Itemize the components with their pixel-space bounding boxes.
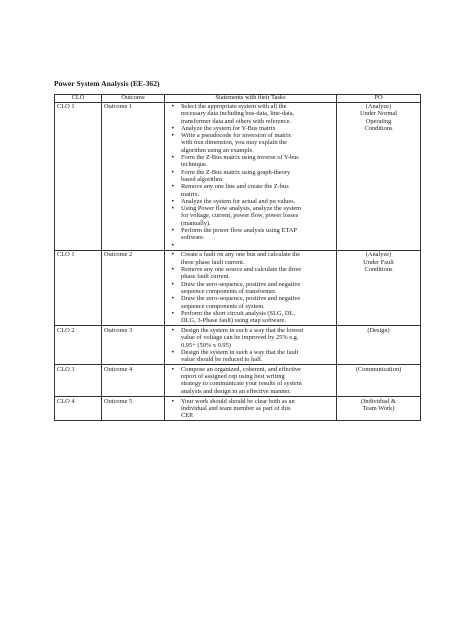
task-list <box>167 366 334 395</box>
task-line: • Draw the zero-sequence, positive and negative <box>181 280 301 288</box>
header-tasks: Statements with their Tasks <box>165 95 337 103</box>
task-line: sequence components of system. <box>181 302 265 310</box>
po-line: (Individual & <box>361 397 396 405</box>
po-cell <box>337 326 421 365</box>
po-cell <box>337 365 421 397</box>
task-line: three phase fault current. <box>181 258 245 266</box>
task-list <box>167 251 334 324</box>
clo-cell: CLO 3 <box>55 365 102 397</box>
task-item <box>167 242 334 249</box>
task-line: with nxn dimension, you may explain the <box>181 139 287 147</box>
tasks-cell <box>165 250 337 325</box>
document-title: Power System Analysis (EE-362) <box>54 79 160 88</box>
po-line: (Analyze) <box>365 103 392 110</box>
task-line: • Analyze the system for Y-Bus matrix <box>181 124 276 132</box>
clo-cell: CLO 1 <box>55 250 102 325</box>
po-line: Conditions <box>364 124 393 132</box>
task-item <box>167 103 334 125</box>
task-list <box>167 103 334 249</box>
task-line: • Perform the power flow analysis using ETAP <box>181 227 297 235</box>
po-line: (Analyze) <box>365 251 392 259</box>
task-item <box>167 198 334 205</box>
task-item <box>167 183 334 198</box>
task-item <box>167 398 334 420</box>
task-line: • Write a pseudocode for inversion of matrix <box>181 132 292 140</box>
task-item <box>167 227 334 242</box>
task-line: • Analyze the system for actual and pu values. <box>181 197 296 205</box>
tasks-cell <box>165 397 337 421</box>
outcome-cell: Outcome 1 <box>102 102 165 250</box>
task-item <box>167 295 334 310</box>
task-line: • Select the appropriate system with all the <box>181 103 287 110</box>
po-cell <box>337 397 421 421</box>
task-item <box>167 132 334 154</box>
task-line: for voltage, current, power flow, power losses <box>181 212 299 220</box>
po-line: (Communication) <box>355 365 402 373</box>
task-line: report of assigned cep using best writing <box>181 373 285 381</box>
task-item <box>167 154 334 169</box>
task-line: • Remove any one line and create the Z-bus <box>181 183 289 191</box>
task-line: based algorithm. <box>181 175 224 183</box>
task-item <box>167 366 334 395</box>
task-line: 0.95+ (50% x 0.95) <box>181 341 231 349</box>
po-cell <box>337 250 421 325</box>
task-line: analysis and design in an effective manner. <box>181 387 291 395</box>
task-line: individual and team member as part of this <box>181 404 291 412</box>
task-line: • Draw the zero-sequence, positive and negative <box>181 295 301 303</box>
header-outcome: Outcome <box>102 95 165 103</box>
task-line: necessary data including bus-data, line-data, <box>181 110 295 118</box>
task-line: • Form the Z-Bus matrix using graph-theory <box>181 168 291 176</box>
task-item <box>167 281 334 296</box>
task-line <box>181 242 334 249</box>
task-line: • Using Power flow analysis, analyze the system <box>181 205 302 213</box>
task-line: value should be reduced to half. <box>181 356 263 364</box>
tasks-cell <box>165 326 337 365</box>
clo-cell: CLO 1 <box>55 102 102 250</box>
outcome-cell: Outcome 3 <box>102 326 165 365</box>
task-line: transformer data and others with reference. <box>181 117 292 125</box>
task-line: (manually). <box>181 219 211 227</box>
header-clo: CLO <box>55 95 102 103</box>
tasks-cell <box>165 102 337 250</box>
table-row <box>55 326 421 365</box>
task-item <box>167 205 334 227</box>
task-line: • Perform the short circuit analysis (SLG, DL, <box>181 309 295 317</box>
task-line: phase fault current. <box>181 273 231 281</box>
po-line: (Design) <box>367 326 390 334</box>
task-item <box>167 125 334 132</box>
task-line: algorithm using an example. <box>181 146 254 154</box>
task-line: • Design the system in such a way that the fault <box>181 348 299 356</box>
task-item <box>167 169 334 184</box>
task-line: sequence components of transformer. <box>181 287 277 295</box>
po-line: Team Work) <box>362 404 395 412</box>
tasks-cell <box>165 365 337 397</box>
header-po: PO <box>337 95 421 103</box>
clo-cell: CLO 4 <box>55 397 102 421</box>
task-line: • Remove any one source and calculate the three <box>181 266 302 274</box>
task-line: • Design the system in such a way that the lowest <box>181 326 304 334</box>
task-item <box>167 310 334 325</box>
table-body <box>55 102 421 421</box>
po-cell <box>337 102 421 250</box>
po-line: Under Fault <box>363 258 394 266</box>
table-row <box>55 250 421 325</box>
po-line: Under Normal <box>359 110 398 118</box>
task-line: • Form the Z-Bus matrix using inverse of Y-bus <box>181 154 299 162</box>
po-line: Operating <box>365 117 392 125</box>
outcome-cell: Outcome 2 <box>102 250 165 325</box>
task-line: • Create a fault on any one bus and calculate the <box>181 251 301 259</box>
task-line: CEP. <box>181 412 194 420</box>
task-list <box>167 327 334 363</box>
task-list <box>167 398 334 420</box>
table-row <box>55 397 421 421</box>
task-item <box>167 327 334 349</box>
clo-table <box>54 94 421 421</box>
po-line: Conditions <box>364 266 393 274</box>
task-item <box>167 349 334 364</box>
table-header-row <box>55 95 421 103</box>
table-row <box>55 102 421 250</box>
outcome-cell: Outcome 4 <box>102 365 165 397</box>
task-line: value of voltage can be improved by 25% e.g. <box>181 334 299 342</box>
clo-cell: CLO 2 <box>55 326 102 365</box>
task-line: software. <box>181 234 205 242</box>
table-row <box>55 365 421 397</box>
task-line: technique. <box>181 161 208 169</box>
task-line: • Your work should should be clear both as an <box>181 397 295 405</box>
task-line: • Compose an organized, coherent, and effective <box>181 365 301 373</box>
task-line: strategy to communicate your results of system <box>181 380 302 388</box>
task-line: DLG, 3-Phase fault) using etap software. <box>181 317 286 325</box>
task-item <box>167 251 334 266</box>
outcome-cell: Outcome 5 <box>102 397 165 421</box>
task-line: matrix. <box>181 190 200 198</box>
task-item <box>167 266 334 281</box>
